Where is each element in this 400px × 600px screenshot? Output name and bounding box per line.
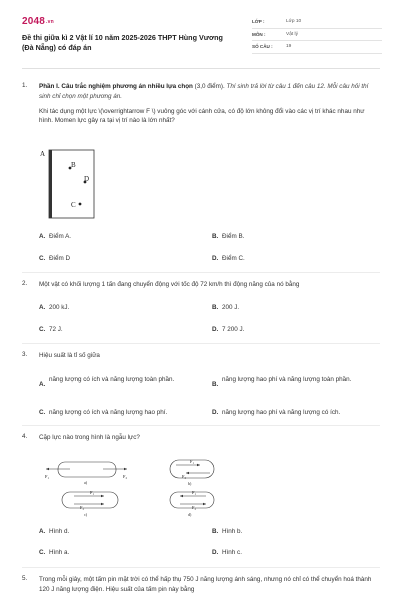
meta-value: Lớp 10 xyxy=(286,19,302,25)
option-text: 7 200 J. xyxy=(222,326,245,333)
site-logo[interactable] xyxy=(22,16,54,27)
label-b: b) xyxy=(188,481,192,486)
points-text: (3,0 điểm). xyxy=(194,83,225,90)
meta-key: LỚP : xyxy=(252,19,265,25)
part-heading: Phần I. Câu trắc nghiệm phương án nhiều lựa chọn xyxy=(39,83,193,90)
option-text: 200 J. xyxy=(222,304,240,311)
meta-table xyxy=(252,16,382,54)
question-stem: Hiệu suất là tỉ số giữa xyxy=(39,352,100,359)
option-letter: C. xyxy=(39,255,46,262)
label-b: B xyxy=(71,161,76,169)
option-text: Điểm C. xyxy=(222,255,245,262)
question-text xyxy=(39,82,379,126)
door-diagram xyxy=(40,148,100,220)
option-letter: C. xyxy=(39,326,46,333)
question-4 xyxy=(22,433,382,445)
question-3 xyxy=(22,351,382,363)
question-2 xyxy=(22,280,382,292)
logo-suffix: .vn xyxy=(46,19,54,25)
door-figure xyxy=(40,148,100,220)
question-divider xyxy=(22,425,380,426)
option-text: Điểm B. xyxy=(222,233,245,240)
label-c: c) xyxy=(84,512,88,517)
couple-figure xyxy=(40,456,260,518)
couple-diagram xyxy=(40,456,260,518)
label-d: D xyxy=(84,175,90,183)
question-stem: Một vật có khối lượng 1 tấn đang chuyển động với tốc độ 72 km/h thì động năng của nó bằng xyxy=(39,281,300,288)
meta-value: 19 xyxy=(286,44,292,50)
meta-key: SỐ CÂU : xyxy=(252,44,273,50)
question-divider xyxy=(22,272,380,273)
document-header xyxy=(22,14,382,58)
question-stem: Khi tác dụng một lực \(\overrightarrow F \) vuông góc với cánh cửa, có độ lớn không đổi vào các vị trí khác nhau như hình. Momen lực gây ra tại vị trí nào là lớn nhất? xyxy=(39,107,365,125)
label-f2: F₂ xyxy=(192,505,197,510)
label-f1: F₁ xyxy=(90,490,95,495)
page-title: Đề thi giữa kì 2 Vật lí 10 năm 2025-2026 THPT Hùng Vương (Đà Nẵng) có đáp án xyxy=(22,33,223,52)
option-letter: A. xyxy=(39,304,46,311)
option-letter: B. xyxy=(212,381,219,388)
option-letter: B. xyxy=(212,528,219,535)
label-f1: F₁ xyxy=(192,490,197,495)
label-f2: F₂ xyxy=(182,474,187,479)
label-d: d) xyxy=(188,512,192,517)
option-letter: D. xyxy=(212,549,219,556)
question-number: 5. xyxy=(22,575,28,582)
meta-row-subject xyxy=(252,29,382,42)
option-text: năng lượng có ích và năng lượng hao phí. xyxy=(49,409,168,416)
option-letter: A. xyxy=(39,528,46,535)
option-letter: A. xyxy=(39,233,46,240)
question-number: 1. xyxy=(22,82,28,89)
label-a: A xyxy=(40,150,46,158)
question-1 xyxy=(22,82,382,142)
question-number: 3. xyxy=(22,351,28,358)
label-f2: F₂ xyxy=(123,474,128,479)
option-text: Điểm A. xyxy=(49,233,72,240)
meta-value: Vật lý xyxy=(286,31,298,37)
question-number: 2. xyxy=(22,280,28,287)
option-letter: C. xyxy=(39,549,46,556)
label-a: a) xyxy=(84,480,88,485)
label-f2: F₂ xyxy=(80,505,85,510)
option-text: 72 J. xyxy=(49,326,63,333)
option-letter: C. xyxy=(39,409,46,416)
logo-text: 2048 xyxy=(22,16,46,27)
question-stem: Trong mỗi giây, một tấm pin mặt trời có thể hấp thụ 750 J năng lượng ánh sáng, nhưng nó chỉ có thể chuyển hoá thành 120 J năng lượng điện. Hiệu suất của tấm pin này bằng xyxy=(39,576,372,593)
option-text: 200 kJ. xyxy=(49,304,70,311)
label-c: C xyxy=(71,201,76,209)
question-number: 4. xyxy=(22,433,28,440)
option-letter: D. xyxy=(212,326,219,333)
header-divider xyxy=(22,68,380,69)
label-f1: F₁ xyxy=(45,474,50,479)
option-text: Hình c. xyxy=(222,549,242,556)
option-letter: B. xyxy=(212,233,219,240)
option-text: Hình a. xyxy=(49,549,70,556)
option-text: Hình d. xyxy=(49,528,70,535)
label-f1: F₁ xyxy=(190,459,195,464)
question-stem: Cặp lực nào trong hình là ngẫu lực? xyxy=(39,434,140,441)
option-text: năng lượng hao phí và năng lượng toàn phần. xyxy=(222,376,352,383)
meta-row-count xyxy=(252,41,382,54)
option-letter: A. xyxy=(39,381,46,388)
meta-key: MÔN : xyxy=(252,31,266,37)
question-5 xyxy=(22,575,382,597)
option-letter: D. xyxy=(212,409,219,416)
instruction-text: Thí sinh trả lời từ câu 1 đến câu 12. Mỗi câu hỏi thí sinh chỉ chọn một phương án. xyxy=(39,83,369,100)
meta-row-class xyxy=(252,16,382,29)
option-text: Điểm D xyxy=(49,255,70,262)
option-text: năng lượng hao phí và năng lượng có ích. xyxy=(222,409,341,416)
option-letter: B. xyxy=(212,304,219,311)
question-divider xyxy=(22,567,380,568)
option-letter: D. xyxy=(212,255,219,262)
option-text: năng lượng có ích và năng lượng toàn phần. xyxy=(49,376,175,383)
option-text: Hình b. xyxy=(222,528,243,535)
question-divider xyxy=(22,343,380,344)
